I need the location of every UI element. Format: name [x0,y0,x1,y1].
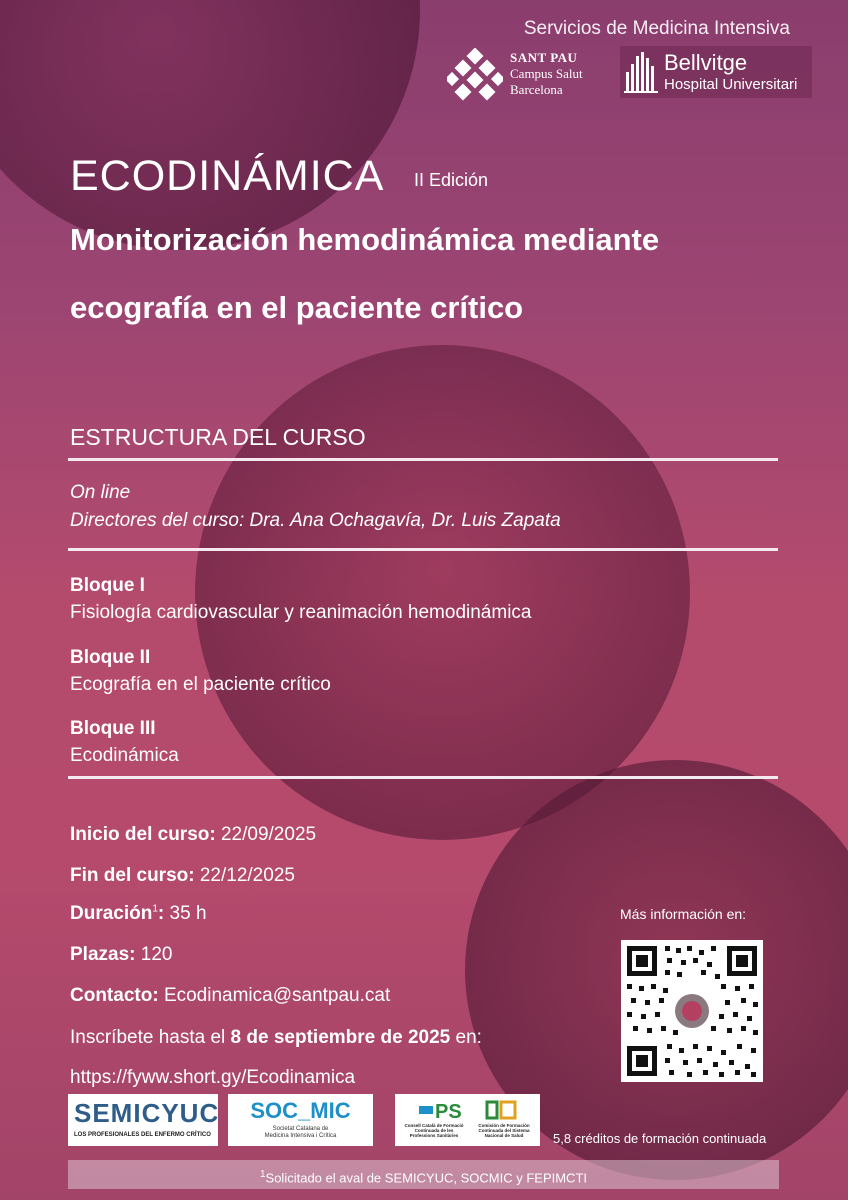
socmic-tagline-line2: Medicina Intensiva i Crítica [264,1133,337,1139]
ccfcps-line1: Consell Català de Formació [404,1123,464,1128]
end-value: 22/12/2025 [199,865,295,886]
divider [68,776,778,779]
course-title-line1: Monitorización hemodinámica mediante [70,222,660,257]
block-1-subtitle: Fisiología cardiovascular y reanimación hemodinámica [70,602,532,623]
course-start [70,824,316,846]
decorative-circle-top [0,0,420,250]
semicyuc-name: SEMICYUC [74,1098,220,1128]
cfcsns-text [471,1123,537,1138]
credits-note: 5,8 créditos de formación continuada [553,1131,767,1146]
course-places [70,944,172,966]
duration-value: 35 h [169,903,207,924]
course-edition: II Edición [414,170,489,190]
duration-colon: : [157,903,165,924]
enroll-date: 8 de septiembre de 2025 [230,1027,451,1048]
footer-text: Solicitado el aval de SEMICYUC, SOCMIC y FEPIMCTI [265,1170,588,1186]
course-directors: Directores del curso: Dra. Ana Ochagavía, Dr. Luis Zapata [70,510,561,531]
ccfcps-line2: Continuada de les [414,1128,454,1133]
divider [68,548,778,551]
bellvitge-subtitle: Hospital Universitari [664,76,798,93]
start-value: 22/09/2025 [220,824,317,845]
duration-label: Duración [70,903,153,924]
cfcsns-line3: Nacional de Salud [484,1133,524,1138]
decorative-circle-middle [195,345,690,840]
divider [68,458,778,461]
enroll-prefix: Inscríbete hasta el [70,1027,226,1048]
course-title-line2: ecografía en el paciente crítico [70,290,524,325]
places-label: Plazas: [70,944,136,965]
ccfcps-text [399,1123,469,1138]
structure-heading: ESTRUCTURA DEL CURSO [70,424,366,450]
end-label: Fin del curso: [70,865,195,886]
start-label: Inicio del curso: [70,824,216,845]
duration-footnote-mark: 1 [152,903,158,915]
cfcsns-logo-icon [485,1098,519,1122]
course-mode: On line [70,482,131,503]
qr-code[interactable] [621,940,763,1082]
block-2-subtitle: Ecografía en el paciente crítico [70,674,331,695]
contact-label: Contacto: [70,985,159,1006]
sant-pau-logo [447,48,503,104]
bellvitge-name: Bellvitge [664,50,748,75]
course-duration [70,903,207,925]
socmic-logo [228,1094,373,1146]
qr-code-icon [621,940,763,1082]
course-name: ECODINÁMICA [70,152,385,200]
block-2-title: Bloque II [70,647,151,668]
bellvitge-building-icon [624,50,660,94]
services-heading: Servicios de Medicina Intensiva [523,18,790,39]
more-info-label: Más información en: [620,906,747,922]
block-1-title: Bloque I [70,575,145,596]
footer-note [68,1160,779,1189]
cfcsns-line2: Continuada del Sistema [478,1128,530,1133]
ccfcps-logo-icon [419,1098,465,1122]
socmic-name: SOC_MIC [250,1098,351,1123]
sant-pau-line3: Barcelona [510,82,563,97]
semicyuc-tagline: LOS PROFESIONALES DEL ENFERMO CRÍTICO [74,1132,211,1138]
footer-footnote-mark: 1 [259,1169,266,1180]
contact-email[interactable]: Ecodinamica@santpau.cat [163,985,391,1006]
block-3-subtitle: Ecodinámica [70,745,179,766]
enroll-suffix: en: [455,1027,482,1048]
socmic-tagline-line1: Societat Catalana de [272,1126,329,1132]
enrollment-url[interactable]: https://fyww.short.gy/Ecodinamica [70,1067,356,1088]
course-contact [70,985,390,1007]
ccfcps-line3: Professions Sanitàries [409,1133,459,1138]
accreditation-logos [395,1094,540,1146]
semicyuc-logo-text [74,1098,219,1129]
semicyuc-logo [68,1094,218,1146]
sant-pau-text [510,50,583,98]
sant-pau-line2: Campus Salut [510,66,583,81]
block-3-title: Bloque III [70,718,156,739]
enrollment-line [70,1027,482,1049]
places-value: 120 [140,944,173,965]
course-end [70,865,295,887]
sant-pau-name: SANT PAU [510,50,578,65]
cfcsns-line1: Comisión de Formación [478,1123,530,1128]
socmic-tagline [228,1126,373,1140]
svg-text:PS: PS [435,1101,462,1122]
